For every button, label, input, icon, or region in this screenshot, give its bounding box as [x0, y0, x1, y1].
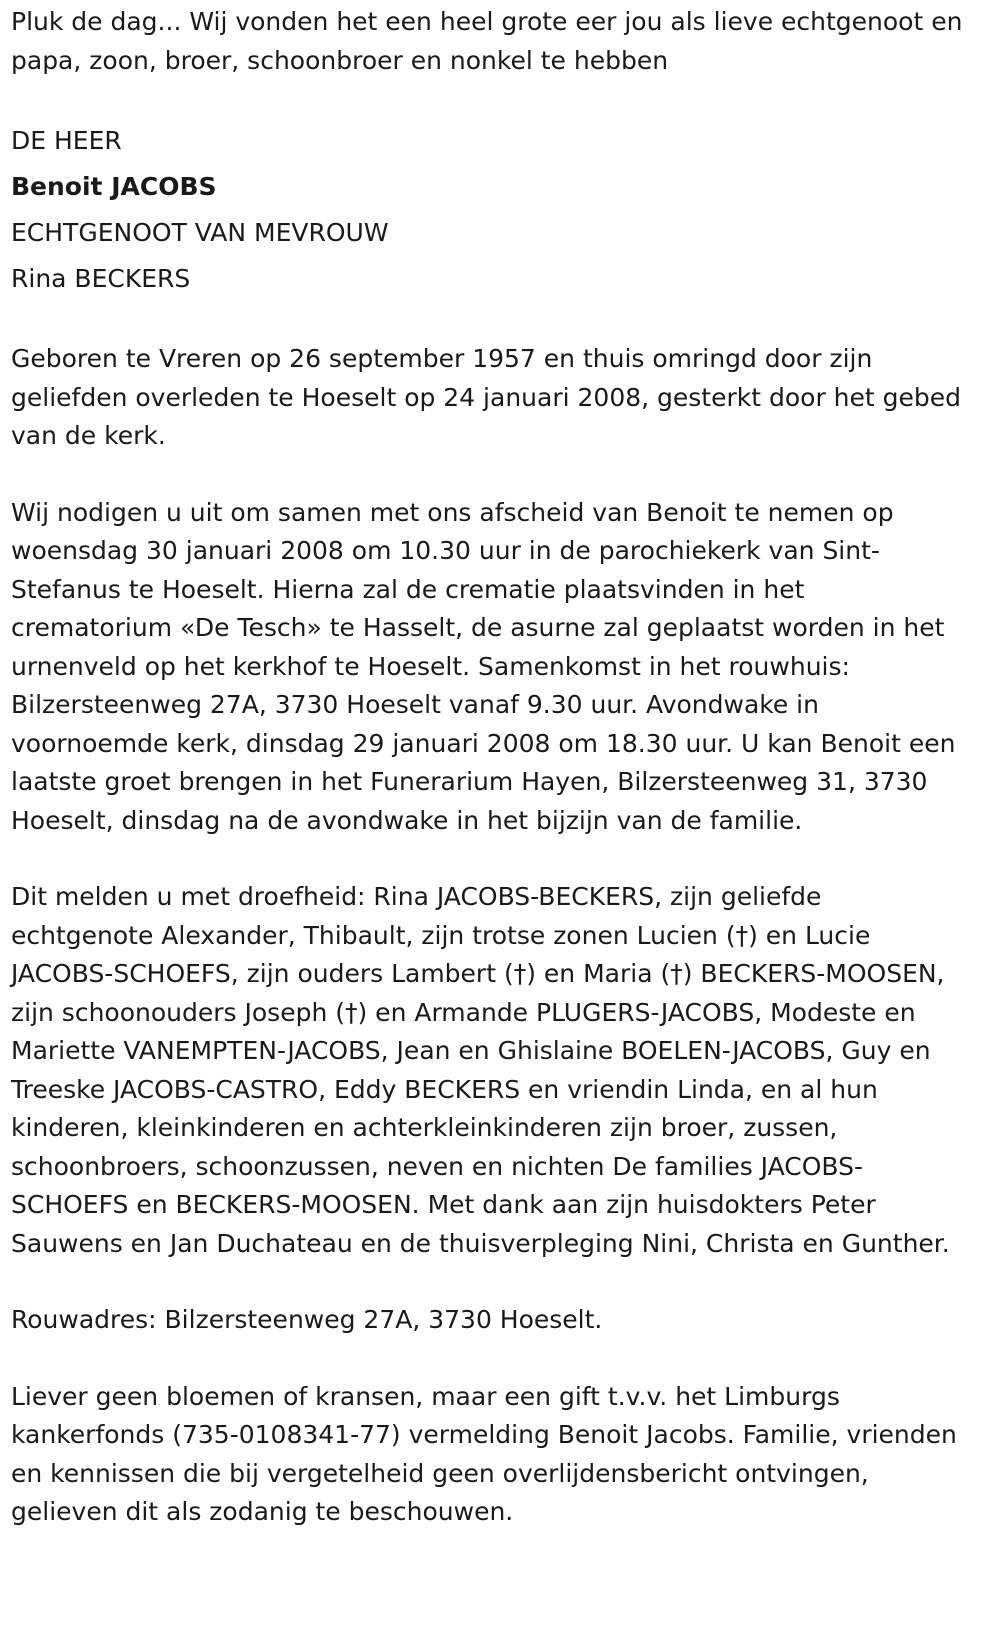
birth-death-paragraph: Geboren te Vreren op 26 september 1957 en thuis omringd door zijn geliefden overleden te Hoeselt op 24 januari 2008, gesterkt door het gebed van de kerk.: [11, 344, 962, 450]
title-prefix: DE HEER: [11, 126, 122, 155]
spacer: [11, 80, 970, 118]
spouse-name: Rina BECKERS: [11, 264, 191, 293]
spacer: [11, 302, 970, 340]
spacer: [11, 1263, 970, 1301]
intro-paragraph: Pluk de dag... Wij vonden het een heel grote eer jou als lieve echtgenoot en papa, zoon, broer, schoonbroer en nonkel te hebben: [11, 7, 963, 75]
obituary-text: [0, 3, 1000, 1532]
spouse-label: ECHTGENOOT VAN MEVROUW: [11, 218, 389, 247]
spacer: [11, 1340, 970, 1378]
ceremony-paragraph: Wij nodigen u uit om samen met ons afscheid van Benoit te nemen op woensdag 30 januari 2008 om 10.30 uur in de parochiekerk van Sint-Stefanus te Hoeselt. Hierna zal de crematie plaatsvinden in het crematorium «De Tesch» te Hasselt, de asurne zal geplaatst worden in het urnenveld op het kerkhof te Hoeselt. Samenkomst in het rouwhuis: Bilzersteenweg 27A, 3730 Hoeselt vanaf 9.30 uur. Avondwake in voornoemde kerk, dinsdag 29 januari 2008 om 18.30 uur. U kan Benoit een laatste groet brengen in het Funerarium Hayen, Bilzersteenweg 31, 3730 Hoeselt, dinsdag na de avondwake in het bijzijn van de familie.: [11, 497, 956, 835]
family-paragraph: Dit melden u met droefheid: Rina JACOBS-BECKERS, zijn geliefde echtgenote Alexander, Thibault, zijn trotse zonen Lucien (†) en Lucie JACOBS-SCHOEFS, zijn ouders Lambert (†) en Maria (†) BECKERS-MOOSEN, zijn schoonouders Joseph (†) en Armande PLUGERS-JACOBS, Modeste en Mariette VANEMPTEN-JACOBS, Jean en Ghislaine BOELEN-JACOBS, Guy en Treeske JACOBS-CASTRO, Eddy BECKERS en vriendin Linda, en al hun kinderen, kleinkinderen en achterkleinkinderen zijn broer, zussen, schoonbroers, schoonzussen, neven en nichten De families JACOBS-SCHOEFS en BECKERS-MOOSEN. Met dank aan zijn huisdokters Peter Sauwens en Jan Duchateau en de thuisverpleging Nini, Christa en Gunther.: [11, 882, 950, 1258]
deceased-name: Benoit JACOBS: [11, 172, 217, 201]
donation-paragraph: Liever geen bloemen of kransen, maar een gift t.v.v. het Limburgs kankerfonds (735-0108341-77) vermelding Benoit Jacobs. Familie, vrienden en kennissen die bij vergetelheid geen overlijdensbericht ontvingen, gelieven dit als zodanig te beschouwen.: [11, 1381, 957, 1526]
spacer: [11, 456, 970, 494]
address-paragraph: Rouwadres: Bilzersteenweg 27A, 3730 Hoeselt.: [11, 1305, 603, 1334]
spacer: [11, 840, 970, 878]
